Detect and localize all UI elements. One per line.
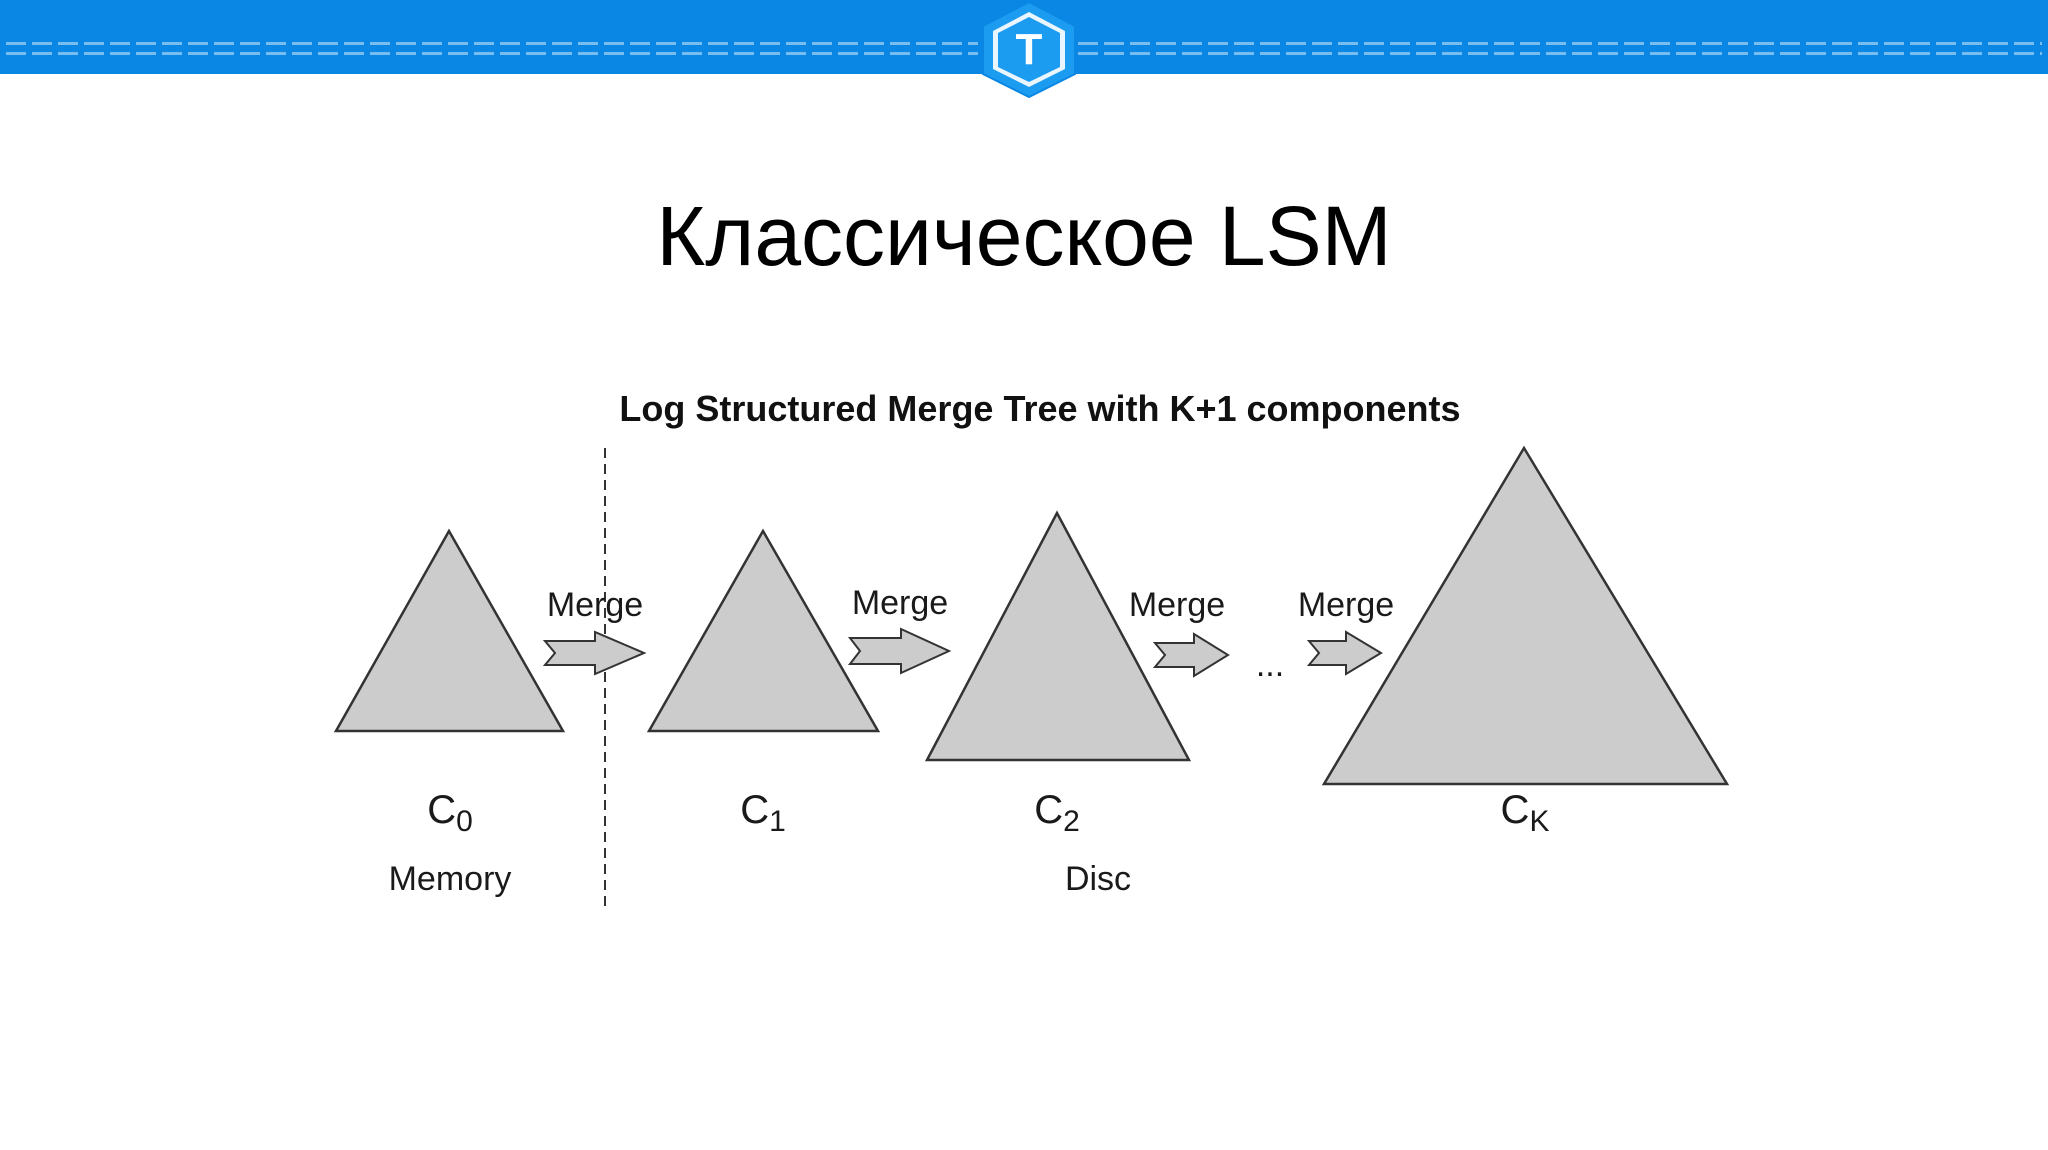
merge-label-3: Merge — [1128, 586, 1226, 624]
logo-letter: T — [1015, 25, 1043, 74]
triangle-c2 — [927, 513, 1189, 760]
component-label-ck: $C_K$ — [1500, 788, 1550, 838]
diagram-title: Log Structured Merge Tree with K+1 components — [619, 388, 1461, 429]
logo-hexagon-icon — [979, 0, 1079, 98]
decorative-dashes-left — [6, 42, 978, 58]
memory-label: Memory — [388, 860, 512, 898]
slide-title: Классическое LSM — [656, 189, 1392, 283]
merge-arrow-1 — [545, 632, 644, 674]
triangle-c0 — [336, 531, 563, 731]
component-label-c0: $C_0$ — [427, 788, 473, 838]
decorative-dashes-right — [1078, 42, 2042, 58]
merge-label-1: Merge — [546, 586, 644, 624]
disc-label: Disc — [1064, 860, 1132, 898]
merge-arrow-2 — [850, 629, 949, 673]
lsm-diagram — [300, 370, 1780, 930]
merge-label-4: Merge — [1297, 586, 1395, 624]
merge-label-2: Merge — [851, 584, 949, 622]
diagram-graphics — [300, 370, 1780, 930]
triangle-c1 — [649, 531, 878, 731]
component-label-c1: $C_1$ — [740, 788, 786, 838]
merge-arrow-3 — [1155, 634, 1228, 676]
ellipsis: ... — [1255, 646, 1285, 684]
component-label-c2: $C_2$ — [1034, 788, 1080, 838]
merge-arrow-4 — [1309, 632, 1381, 674]
